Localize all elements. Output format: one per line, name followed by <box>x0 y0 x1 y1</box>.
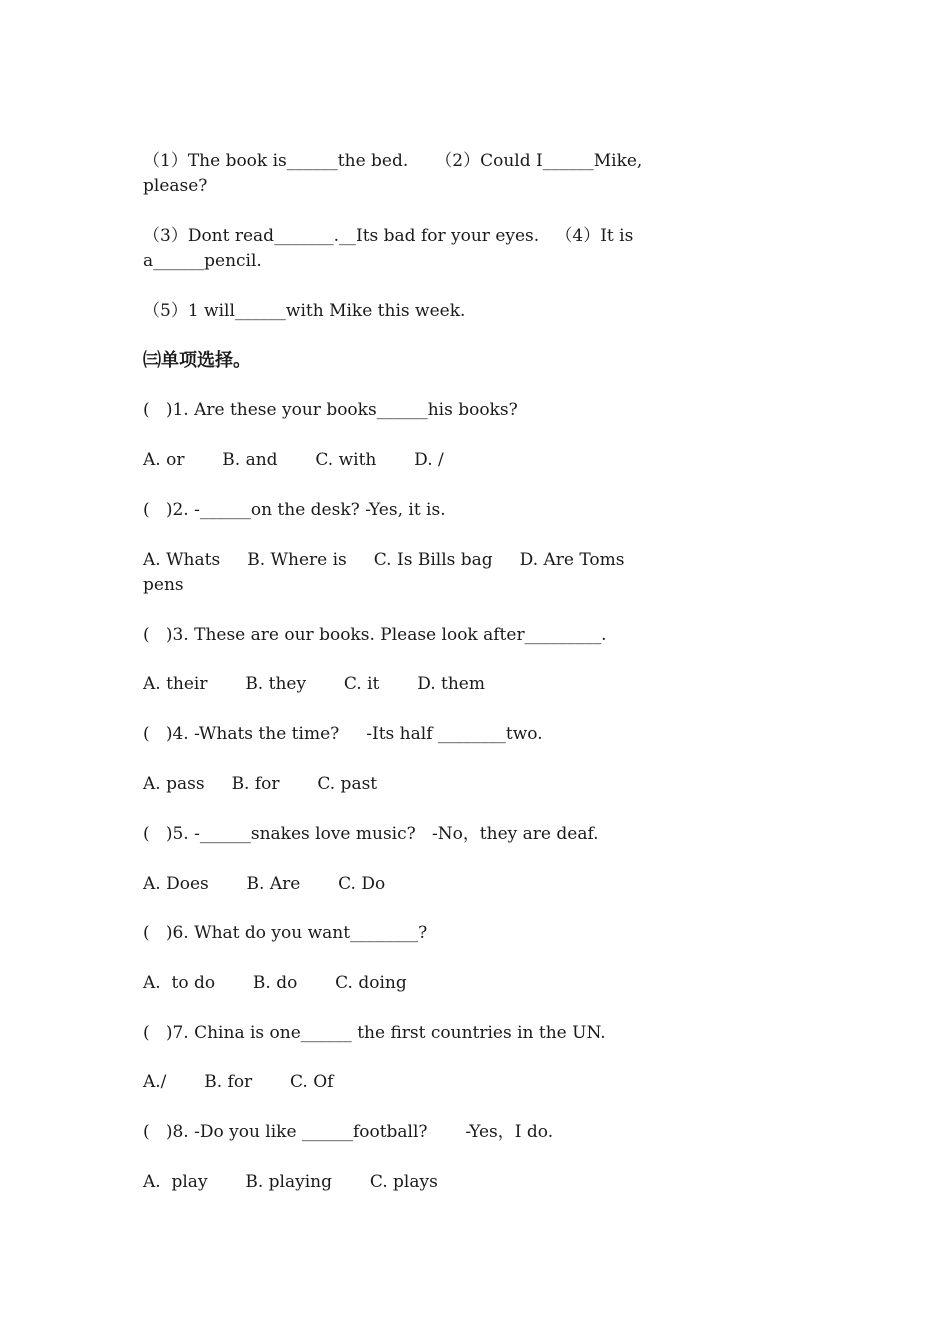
fill-in-line-3: （5）1 will______with Mike this week. <box>143 301 466 321</box>
fill-in-line-1: （1）The book is______the bed. （2）Could I______Mike, <box>143 151 643 171</box>
question-1-stem: ( )1. Are these your books______his books? <box>143 400 518 420</box>
question-5-stem: ( )5. -______snakes love music? -No，they are deaf. <box>143 824 599 844</box>
question-1-options: A. or B. and C. with D. / <box>143 450 444 470</box>
question-6-options: A. to do B. do C. doing <box>143 973 407 993</box>
question-2-options-wrap: pens <box>143 575 184 595</box>
question-3-options: A. their B. they C. it D. them <box>143 674 485 694</box>
question-4-options: A. pass B. for C. past <box>143 774 378 794</box>
fill-in-line-1-wrap: please? <box>143 176 208 196</box>
question-8-options: A. play B. playing C. plays <box>143 1172 438 1192</box>
question-5-options: A. Does B. Are C. Do <box>143 874 386 894</box>
question-7-options: A./ B. for C. Of <box>143 1072 334 1092</box>
section-heading: ㈢单项选择。 <box>143 350 251 371</box>
question-4-stem: ( )4. -Whats the time? -Its half ________two. <box>143 724 543 744</box>
fill-in-line-2-wrap: a______pencil. <box>143 251 262 271</box>
fill-in-line-2: （3）Dont read_______.__Its bad for your eyes. （4）It is <box>143 226 634 246</box>
question-7-stem: ( )7. China is one______ the first countries in the UN. <box>143 1023 606 1043</box>
question-2-stem: ( )2. -______on the desk? -Yes, it is. <box>143 500 446 520</box>
question-3-stem: ( )3. These are our books. Please look after_________. <box>143 625 607 645</box>
question-2-options: A. Whats B. Where is C. Is Bills bag D. Are Toms <box>143 550 625 570</box>
question-8-stem: ( )8. -Do you like ______football? -Yes，I do. <box>143 1122 554 1142</box>
question-6-stem: ( )6. What do you want________? <box>143 923 428 943</box>
